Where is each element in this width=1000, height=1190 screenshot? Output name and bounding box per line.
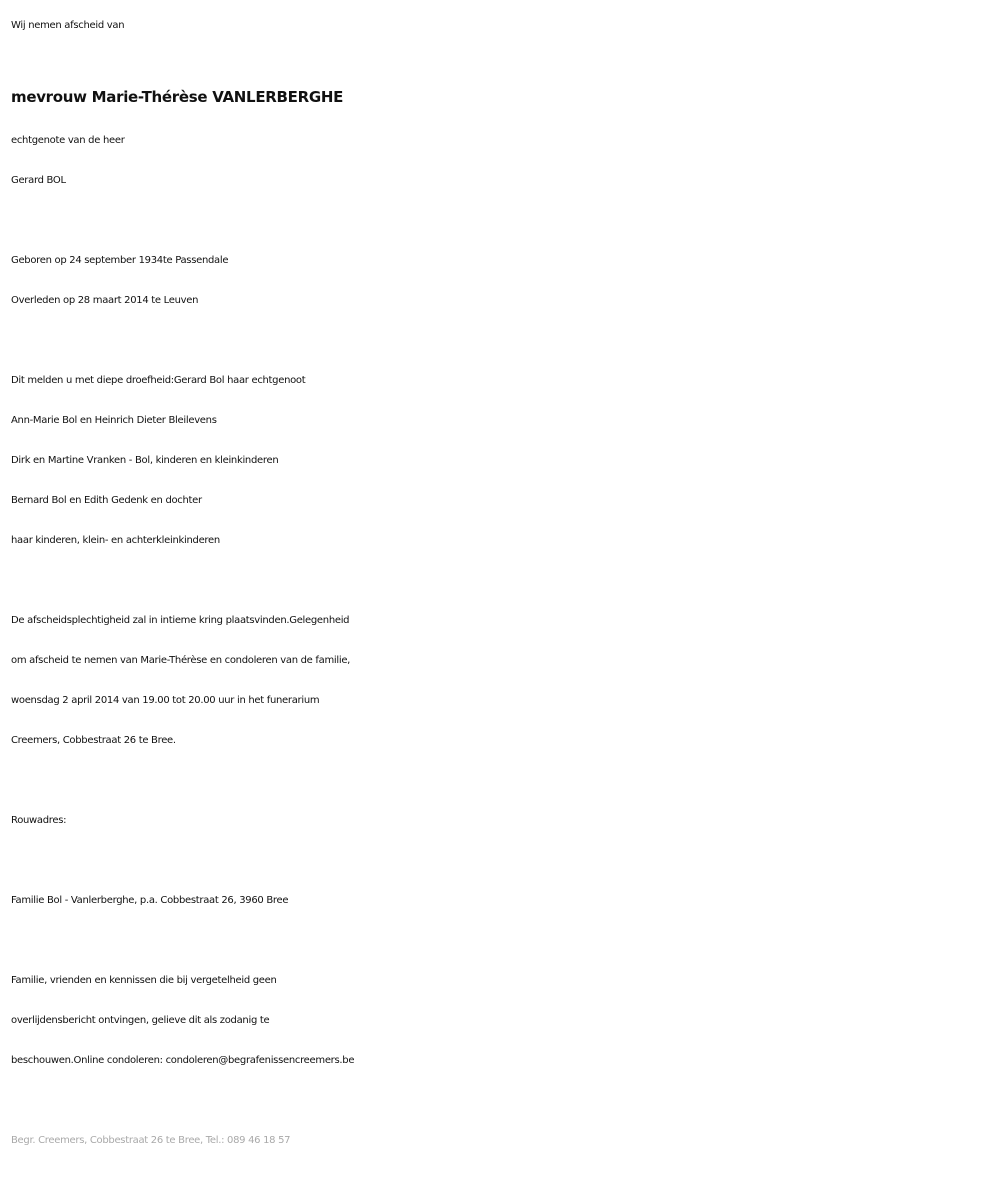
mourner-line: haar kinderen, klein- en achterkleinkinderen bbox=[11, 535, 220, 546]
mourner-line: Bernard Bol en Edith Gedenk en dochter bbox=[11, 495, 202, 506]
intro-line: Wij nemen afscheid van bbox=[11, 20, 125, 31]
mourning-address: Familie Bol - Vanlerberghe, p.a. Cobbestraat 26, 3960 Bree bbox=[11, 895, 289, 906]
ceremony-line: om afscheid te nemen van Marie-Thérèse en condoleren van de familie, bbox=[11, 655, 351, 666]
closing-line: beschouwen.Online condoleren: condoleren@begrafenissencreemers.be bbox=[11, 1055, 355, 1066]
mourner-line: Dirk en Martine Vranken - Bol, kinderen en kleinkinderen bbox=[11, 455, 279, 466]
ceremony-block bbox=[11, 601, 991, 761]
spacer bbox=[11, 761, 991, 801]
address-label: Rouwadres: bbox=[11, 815, 67, 826]
ceremony-line: Creemers, Cobbestraat 26 te Bree. bbox=[11, 735, 176, 746]
mourners-block bbox=[11, 361, 991, 561]
spacer bbox=[11, 1081, 991, 1121]
ceremony-line: woensdag 2 april 2014 van 19.00 tot 20.00 uur in het funerarium bbox=[11, 695, 320, 706]
closing-line: overlijdensbericht ontvingen, gelieve dit als zodanig te bbox=[11, 1015, 270, 1026]
spacer bbox=[11, 921, 991, 961]
birth-line: Geboren op 24 september 1934te Passendale bbox=[11, 255, 229, 266]
spacer bbox=[11, 321, 991, 361]
mourner-line: Dit melden u met diepe droefheid:Gerard Bol haar echtgenoot bbox=[11, 375, 306, 386]
dates-block bbox=[11, 241, 991, 321]
spacer bbox=[11, 561, 991, 601]
spouse-block bbox=[11, 121, 991, 201]
deceased-name: mevrouw Marie-Thérèse VANLERBERGHE bbox=[11, 88, 344, 106]
mourner-line: Ann-Marie Bol en Heinrich Dieter Bleilevens bbox=[11, 415, 217, 426]
closing-line: Familie, vrienden en kennissen die bij vergetelheid geen bbox=[11, 975, 277, 986]
spacer bbox=[11, 841, 991, 881]
obituary-notice bbox=[11, 6, 991, 1161]
ceremony-line: De afscheidsplechtigheid zal in intieme kring plaatsvinden.Gelegenheid bbox=[11, 615, 350, 626]
spouse-line: echtgenote van de heer bbox=[11, 135, 125, 146]
closing-block bbox=[11, 961, 991, 1081]
death-line: Overleden op 28 maart 2014 te Leuven bbox=[11, 295, 199, 306]
funeral-home-footer: Begr. Creemers, Cobbestraat 26 te Bree, Tel.: 089 46 18 57 bbox=[11, 1135, 291, 1146]
spacer bbox=[11, 201, 991, 241]
spouse-name: Gerard BOL bbox=[11, 175, 66, 186]
